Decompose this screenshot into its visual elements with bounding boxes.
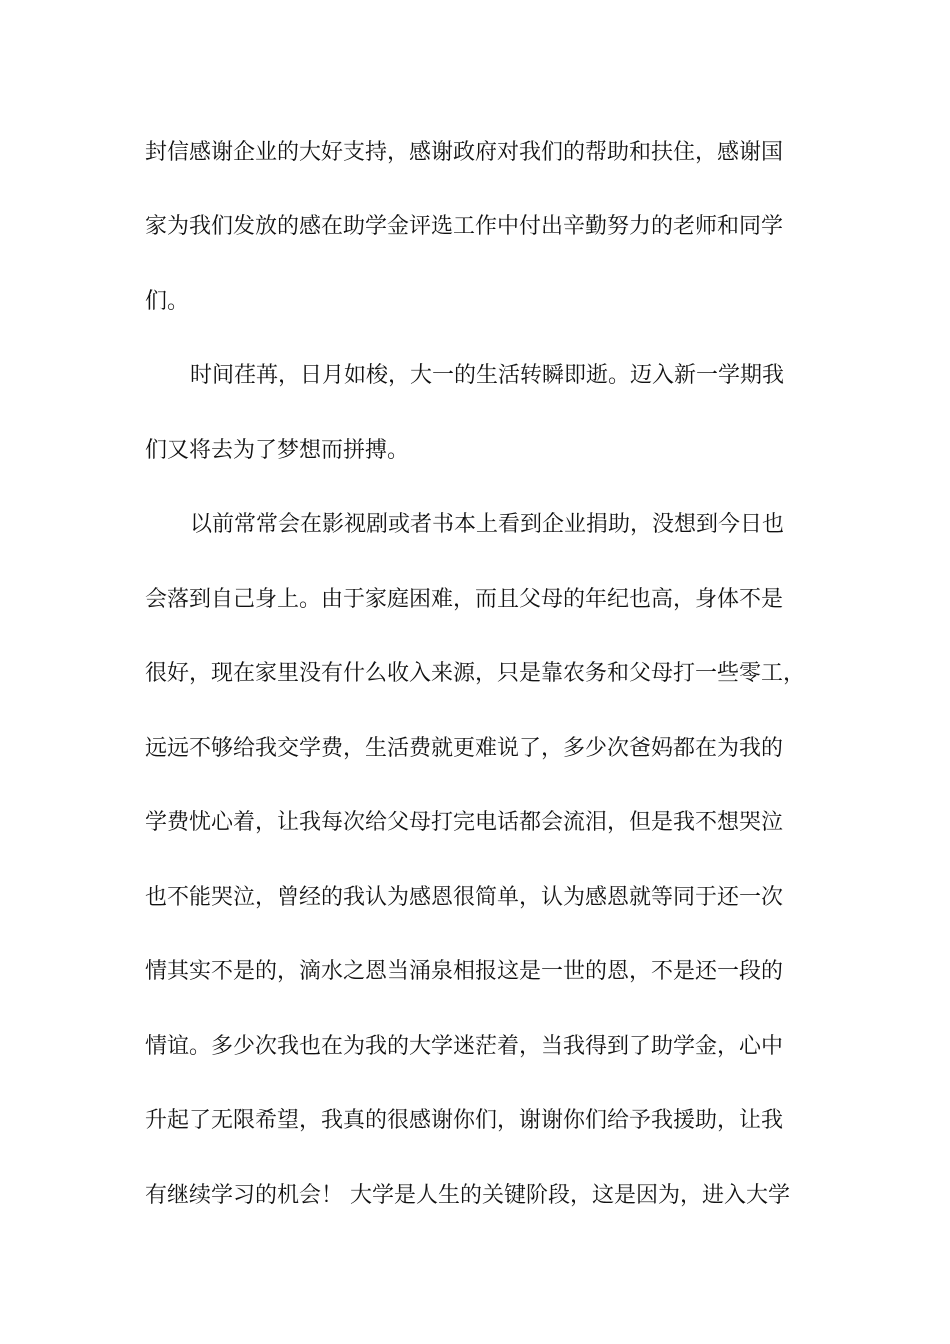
text-line: 升起了无限希望，我真的很感谢你们，谢谢你们给予我援助，让我 xyxy=(145,1108,784,1133)
paragraph-first-line: 时间荏苒，日月如梭，大一的生活转瞬即逝。迈入新一学期我 xyxy=(190,363,785,388)
text-line: 学费忧心着，让我每次给父母打完电话都会流泪，但是我不想哭泣 xyxy=(145,810,784,835)
paragraph-first-line: 以前常常会在影视剧或者书本上看到企业捐助，没想到今日也 xyxy=(190,512,785,537)
text-line: 家为我们发放的感在助学金评选工作中付出辛勤努力的老师和同学 xyxy=(145,214,784,239)
text-line: 也不能哭泣，曾经的我认为感恩很简单，认为感恩就等同于还一次 xyxy=(145,885,784,910)
text-line: 们。 xyxy=(145,289,190,314)
text-line: 有继续学习的机会！ 大学是人生的关键阶段，这是因为，进入大学 xyxy=(145,1183,790,1208)
text-line: 很好，现在家里没有什么收入来源，只是靠农务和父母打一些零工， xyxy=(145,661,806,686)
text-line: 远远不够给我交学费，生活费就更难说了，多少次爸妈都在为我的 xyxy=(145,736,784,761)
text-line: 封信感谢企业的大好支持，感谢政府对我们的帮助和扶住，感谢国 xyxy=(145,140,784,165)
text-line: 们又将去为了梦想而拼搏。 xyxy=(145,438,410,463)
text-line: 情谊。多少次我也在为我的大学迷茫着，当我得到了助学金，心中 xyxy=(145,1034,784,1059)
text-line: 情其实不是的，滴水之恩当涌泉相报这是一世的恩，不是还一段的 xyxy=(145,959,784,984)
text-line: 会落到自己身上。由于家庭困难，而且父母的年纪也高，身体不是 xyxy=(145,587,784,612)
